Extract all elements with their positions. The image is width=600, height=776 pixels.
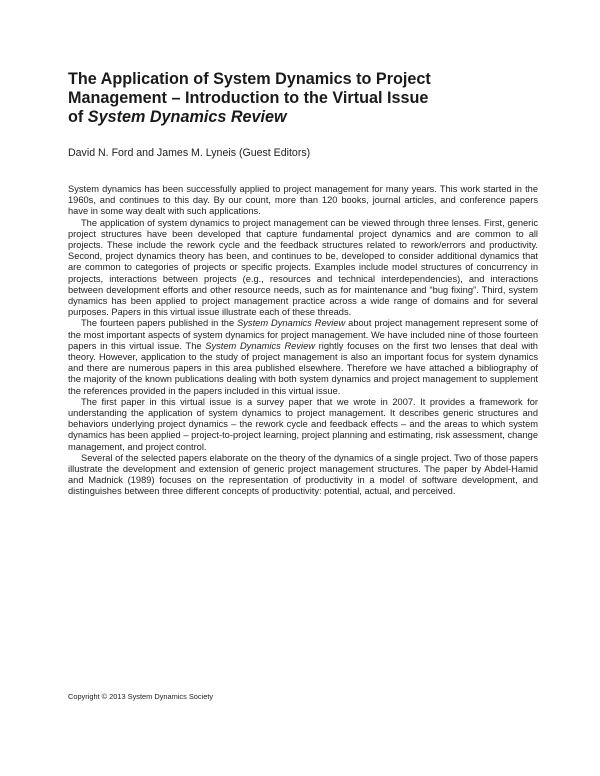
copyright-footer: Copyright © 2013 System Dynamics Society — [68, 692, 214, 701]
paragraph-3-journal-ref-1: System Dynamics Review — [237, 318, 346, 329]
title-line-3 — [68, 108, 538, 127]
paragraph-2: The application of system dynamics to project management can be viewed through three lenses. First, generic project structures have been developed that capture fundamental project dynamics and are common to all projects. These include the rework cycle and the feedback structures related to rework/errors and productivity. Second, project dynamics theory has been, and continues to be, developed to consider additional dynamics that are common to categories of projects or specific projects. Examples include model structures of concurrency in projects, interactions between projects (e.g., resources and technical interdependencies), and interactions between development efforts and other resource needs, such as for maintenance and “bug fixing”. Third, system dynamics has been applied to project management practice across a wide range of domains and for several purposes. Papers in this virtual issue illustrate each of these threads. — [68, 217, 538, 318]
paragraph-4: The first paper in this virtual issue is a survey paper that we wrote in 2007. It provides a framework for understanding the application of system dynamics to project management. It describes generic structures and behaviors underlying project dynamics – the rework cycle and feedback effects – and the areas to which system dynamics has been applied – project-to-project learning, project planning and estimating, risk assessment, change management, and project control. — [68, 396, 538, 452]
title-journal-name: System Dynamics Review — [87, 108, 287, 126]
title-line-3-prefix: of — [68, 108, 88, 126]
paragraph-1: System dynamics has been successfully applied to project management for many years. This work started in the 1960s, and continues to this day. By our count, more than 120 books, journal articles, and conference papers have in some way dealt with such applications. — [68, 184, 538, 217]
title-line-2: Management – Introduction to the Virtual Issue — [68, 89, 429, 107]
paragraph-5: Several of the selected papers elaborate on the theory of the dynamics of a single project. Two of those papers illustrate the development and extension of generic project management structures. The paper by Abdel-Hamid and Madnick (1989) focuses on the representation of productivity in a model of software development, and distinguishes between three different concepts of productivity: potential, actual, and perceived. — [68, 452, 538, 497]
paragraph-3-journal-ref-2: System Dynamics Review — [205, 340, 315, 351]
body-text — [68, 184, 538, 498]
paragraph-3-part-e: rightly focuses on the first two lenses that deal with theory. However, application to the study of project management is also an important focus for system dynamics and there are numerous papers in this area published elsewhere. Therefore we have attached a bibliography of the majority of the known publications dealing with both system dynamics and project management to supplement the references provided in the papers included in this virtual issue. — [68, 340, 538, 396]
paragraph-3 — [68, 318, 538, 396]
title-line-1: The Application of System Dynamics to Project — [68, 70, 431, 88]
paragraph-3-part-a: The fourteen papers published in the — [81, 318, 238, 329]
paragraph-3-part-c: about project management represent some of the most important aspects of system dynamics for project management. We have included nine of those fourteen papers in this virtual issue. The — [68, 318, 538, 351]
paper-title — [68, 70, 538, 127]
authors-line: David N. Ford and James M. Lyneis (Guest Editors) — [68, 147, 311, 159]
